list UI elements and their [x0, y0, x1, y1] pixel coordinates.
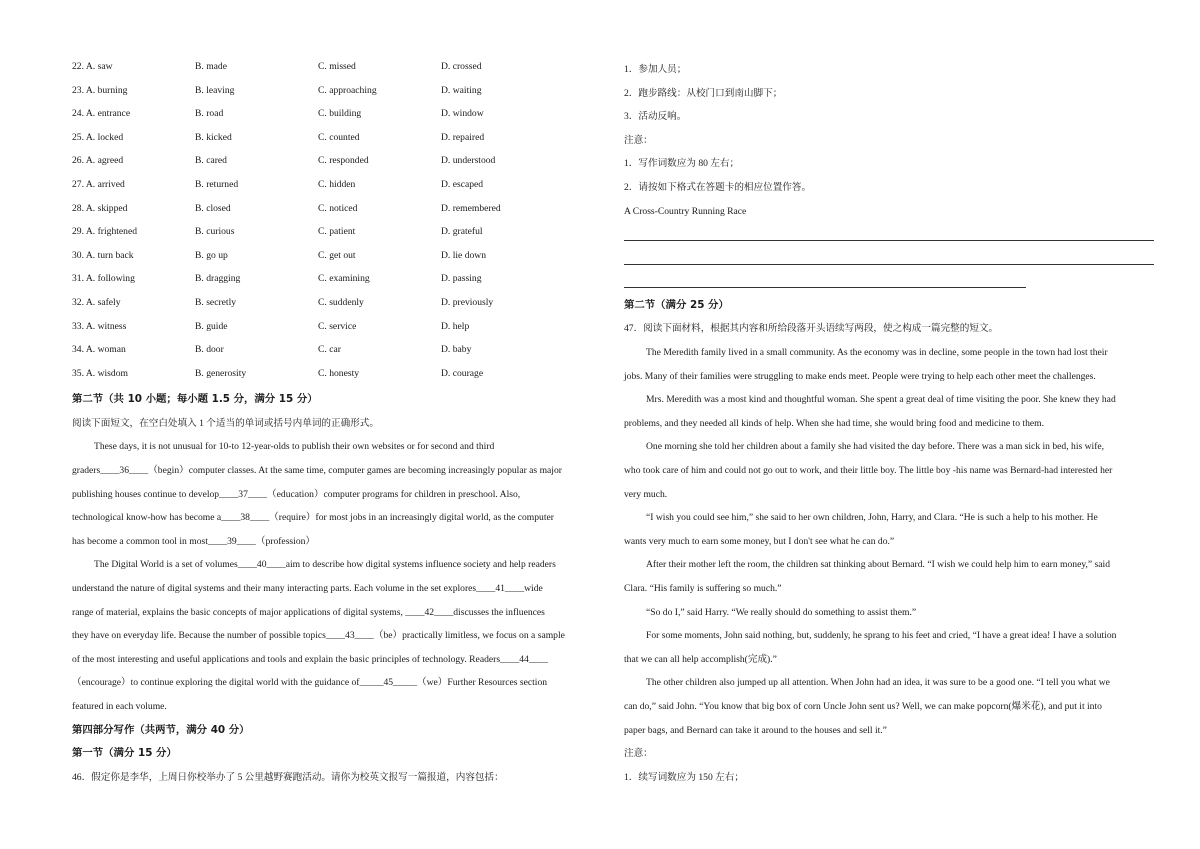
- story-line: Mrs. Meredith was a most kind and thoughtful woman. She spent a great deal of time visiting the poor. She knew they had: [646, 394, 1116, 406]
- option-b: B. cared: [195, 155, 227, 167]
- option-row: [72, 176, 604, 200]
- option-b: B. made: [195, 61, 227, 72]
- option-a: 27. A. arrived: [72, 178, 125, 190]
- story-text: [624, 341, 1156, 742]
- option-row: [72, 318, 604, 342]
- option-b: B. generosity: [195, 367, 247, 379]
- left-column: [72, 58, 604, 789]
- option-row: [72, 200, 604, 224]
- option-c: C. noticed: [318, 202, 358, 214]
- option-a: 31. A. following: [72, 273, 135, 285]
- option-d: D. help: [441, 320, 470, 332]
- option-c: C. examining: [318, 273, 370, 285]
- answer-line-1[interactable]: [624, 223, 1156, 247]
- option-a: 23. A. burning: [72, 84, 128, 96]
- option-b: B. returned: [195, 178, 239, 190]
- story-line: can do,” said John. “You know that big box of corn Uncle John sent us? Well, we can make popcorn(爆米花), and put it into: [624, 700, 1102, 712]
- option-d: D. baby: [441, 344, 472, 356]
- option-a: 29. A. frightened: [72, 226, 138, 238]
- story-line: paper bags, and Bernard can take it around to the houses and sell it.”: [624, 724, 887, 736]
- story-line: problems, and they needed all kinds of help. When she had time, she would bring food and medicine to them.: [624, 417, 1044, 429]
- option-a: 26. A. agreed: [72, 155, 124, 167]
- story-line: The Meredith family lived in a small community. As the economy was in decline, some people in the town had lost their: [646, 347, 1108, 359]
- passage-line: of the most interesting and useful applications and tools and explain the basic principles of technology. Readers____44____: [72, 653, 549, 665]
- note2-label: 注意：: [624, 748, 653, 760]
- passage-paragraph-2: [72, 553, 604, 718]
- q46-point-2: 2．跑步路线：从校门口到南山脚下；: [624, 87, 783, 99]
- passage-line: The Digital World is a set of volumes____40____aim to describe how digital systems influence society and help readers: [94, 559, 556, 571]
- option-d: D. previously: [441, 296, 494, 308]
- story-line: “I wish you could see him,” she said to her own children, John, Harry, and Clara. “He is such a help to his mother. He: [646, 512, 1098, 524]
- option-b: B. guide: [195, 320, 228, 332]
- answer-line-3[interactable]: [624, 270, 1156, 294]
- option-d: D. understood: [441, 155, 496, 167]
- option-c: C. building: [318, 108, 362, 120]
- q46-note-1: 1．写作词数应为 80 左右；: [624, 158, 740, 170]
- option-row: [72, 129, 604, 153]
- option-a: 30. A. turn back: [72, 249, 134, 261]
- passage-line: graders____36____（begin）computer classes. At the same time, computer games are becoming increasingly popular as major: [72, 465, 562, 476]
- story-line: After their mother left the room, the children sat thinking about Bernard. “I wish we could help him to earn money,” said: [646, 559, 1111, 571]
- option-row: [72, 105, 604, 129]
- option-b: B. go up: [195, 249, 228, 261]
- option-row: [72, 152, 604, 176]
- option-d: D. repaired: [441, 131, 485, 143]
- story-line: The other children also jumped up all attention. When John had an idea, it was sure to be a good one. “I tell you what we: [646, 677, 1110, 689]
- right-column: [624, 58, 1156, 789]
- story-line: who took care of him and could not go out to work, and their little boy. The little boy -his name was Bernard-had interested her: [624, 465, 1113, 476]
- option-a: 25. A. locked: [72, 131, 124, 143]
- passage-line: These days, it is not unusual for 10-to 12-year-olds to publish their own websites or for second and third: [94, 441, 495, 453]
- option-d: D. waiting: [441, 84, 482, 96]
- section2-title: 第二节（共 10 小题；每小题 1.5 分，满分 15 分）: [72, 393, 318, 406]
- passage-line: range of material, explains the basic concepts of major applications of digital systems, ____42____discusses the influences: [72, 606, 545, 618]
- q46-point-3: 3．活动反响。: [624, 111, 687, 123]
- option-c: C. suddenly: [318, 296, 364, 308]
- story-line: that we can all help accomplish(完成).”: [624, 653, 777, 665]
- q47-note-1: 1．续写词数应为 150 左右；: [624, 771, 744, 783]
- passage-line: publishing houses continue to develop____37____（education）computer programs for children in preschool. Also,: [72, 488, 521, 500]
- section2-title-writing: 第二节（满分 25 分）: [624, 298, 729, 311]
- option-a: 22. A. saw: [72, 61, 113, 72]
- option-d: D. passing: [441, 273, 482, 285]
- option-d: D. courage: [441, 367, 484, 379]
- option-b: B. road: [195, 108, 224, 120]
- option-d: D. remembered: [441, 202, 501, 214]
- option-row: [72, 247, 604, 271]
- option-c: C. honesty: [318, 367, 360, 379]
- option-a: 32. A. safely: [72, 296, 121, 308]
- passage-line: featured in each volume.: [72, 700, 167, 712]
- section1-title: 第一节（满分 15 分）: [72, 747, 177, 760]
- options-list: [72, 58, 604, 388]
- option-row: [72, 294, 604, 318]
- story-line: wants very much to earn some money, but I don't see what he can do.”: [624, 535, 895, 547]
- option-b: B. door: [195, 344, 224, 356]
- option-d: D. crossed: [441, 61, 482, 72]
- option-b: B. secretly: [195, 296, 237, 308]
- part4-title: 第四部分写作（共两节，满分 40 分）: [72, 723, 250, 736]
- option-b: B. curious: [195, 226, 235, 238]
- option-c: C. approaching: [318, 84, 377, 96]
- story-line: One morning she told her children about a family she had visited the day before. There was a man sick in bed, his wife,: [646, 441, 1105, 453]
- option-b: B. dragging: [195, 273, 241, 285]
- option-row: [72, 223, 604, 247]
- story-line: very much.: [624, 488, 668, 500]
- q46-point-1: 1．参加人员；: [624, 64, 687, 75]
- option-c: C. get out: [318, 249, 356, 261]
- option-b: B. kicked: [195, 131, 232, 143]
- option-d: D. escaped: [441, 178, 484, 190]
- option-a: 24. A. entrance: [72, 108, 131, 120]
- option-a: 35. A. wisdom: [72, 367, 128, 379]
- option-row: [72, 58, 604, 82]
- option-c: C. patient: [318, 226, 356, 238]
- option-a: 28. A. skipped: [72, 202, 128, 214]
- option-d: D. lie down: [441, 249, 487, 261]
- option-d: D. grateful: [441, 226, 483, 238]
- option-row: [72, 82, 604, 106]
- story-line: Clara. “His family is suffering so much.”: [624, 582, 782, 594]
- option-b: B. leaving: [195, 84, 235, 96]
- note-label: 注意：: [624, 134, 653, 146]
- q46-note-2: 2．请按如下格式在答题卡的相应位置作答。: [624, 181, 812, 193]
- option-b: B. closed: [195, 202, 231, 214]
- passage-line: they have on everyday life. Because the number of possible topics____43____（be）practically limitless, we focus on a sample: [72, 630, 565, 642]
- option-c: C. hidden: [318, 178, 356, 190]
- answer-line-2[interactable]: [624, 247, 1156, 271]
- passage-line: has become a common tool in most____39____（profession）: [72, 535, 316, 547]
- story-line: For some moments, John said nothing, but, suddenly, he sprang to his feet and cried, “I have a great idea! I have a solution: [646, 630, 1117, 642]
- passage-paragraph-1: [72, 435, 604, 553]
- option-c: C. responded: [318, 155, 369, 167]
- passage-line: （encourage）to continue exploring the digital world with the guidance of_____45_____（we）Further Resources section: [72, 677, 548, 689]
- option-row: [72, 365, 604, 389]
- option-c: C. car: [318, 344, 341, 356]
- question-46: 46．假定你是李华，上周日你校举办了 5 公里越野赛跑活动。请你为校英文报写一篇报道，内容包括：: [72, 771, 504, 783]
- passage-line: understand the nature of digital systems and their many interacting parts. Each volume in the set explores____41____wide: [72, 582, 543, 594]
- option-c: C. counted: [318, 131, 360, 143]
- essay-title: A Cross-Country Running Race: [624, 205, 747, 217]
- option-c: C. missed: [318, 61, 356, 72]
- option-a: 33. A. witness: [72, 320, 127, 332]
- story-line: “So do I,” said Harry. “We really should do something to assist them.”: [646, 606, 917, 618]
- option-d: D. window: [441, 108, 484, 120]
- passage-line: technological know-how has become a____38____（require）for most jobs in an increasingly digital world, as the computer: [72, 512, 554, 524]
- question-47: 47．阅读下面材料，根据其内容和所给段落开头语续写两段，使之构成一篇完整的短文。: [624, 323, 999, 335]
- option-c: C. service: [318, 320, 357, 332]
- story-line: jobs. Many of their families were struggling to make ends meet. People were trying to help each other meet the challenges.: [624, 370, 1096, 382]
- option-row: [72, 341, 604, 365]
- option-a: 34. A. woman: [72, 344, 126, 356]
- option-row: [72, 270, 604, 294]
- section2-instruction: 阅读下面短文，在空白处填入 1 个适当的单词或括号内单词的正确形式。: [72, 417, 379, 429]
